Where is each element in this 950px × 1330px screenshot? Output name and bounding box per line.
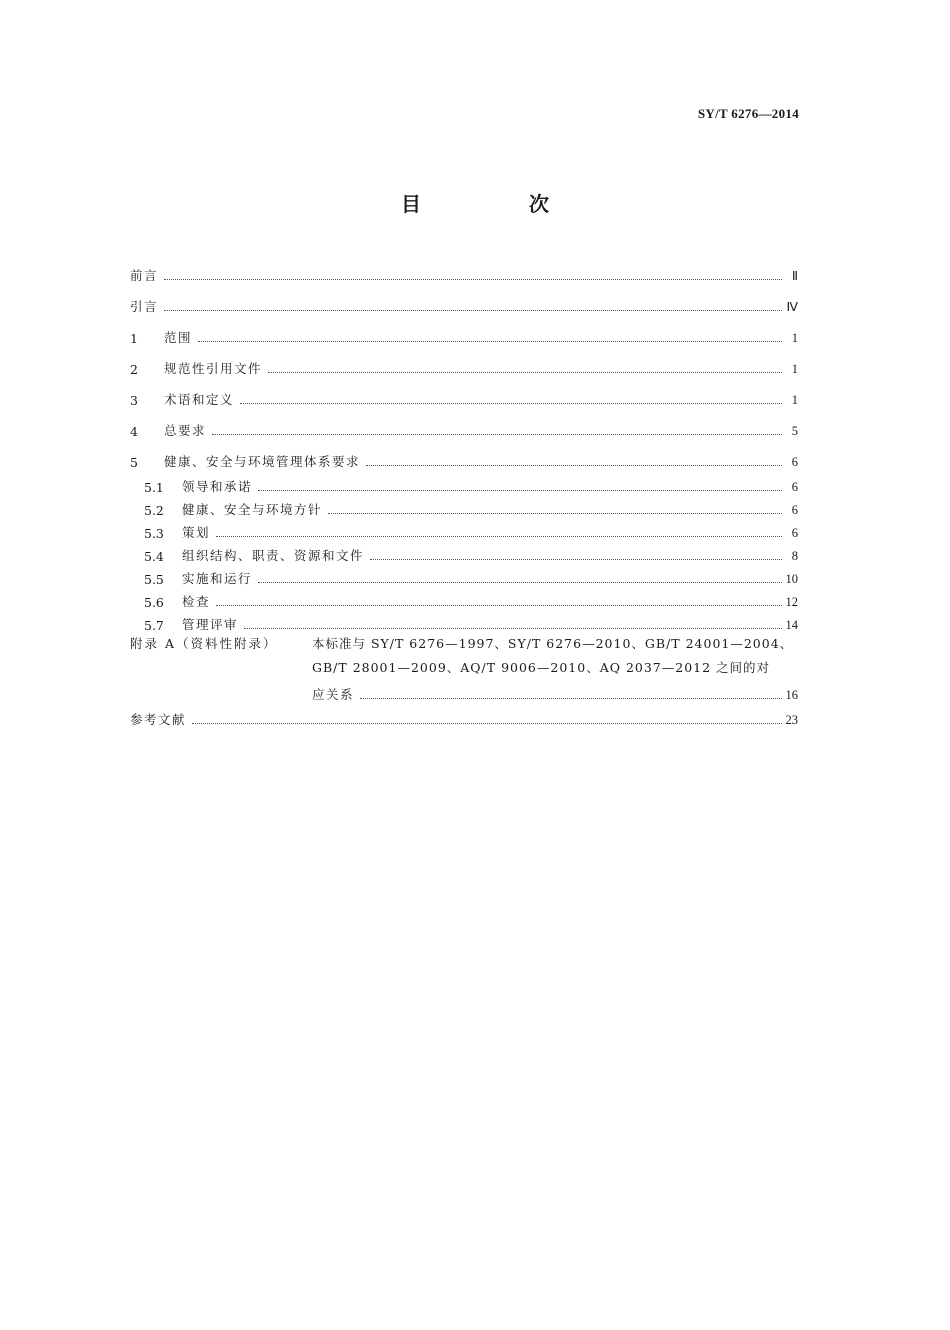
toc-entry-number: 3 [130,393,138,408]
toc-entry-label: 策划 [182,525,211,540]
toc-entry-label: 前言 [130,268,159,283]
dot-leader [360,698,781,699]
toc-entry-foreword[interactable] [130,262,798,284]
toc-entry-references[interactable] [130,706,798,728]
annex-title-line-1: 本标准与 SY/T 6276—1997、SY/T 6276—2010、GB/T 24001—2004、 [312,636,794,651]
annex-prefix: 附录 A（资料性附录） [130,636,278,651]
toc-entry-label: 组织结构、职责、资源和文件 [182,548,365,563]
dot-leader [240,403,782,404]
toc-entry-introduction[interactable] [130,293,798,315]
toc-entry-label: 健康、安全与环境管理体系要求 [164,454,361,469]
dot-leader [164,279,782,280]
toc-entry-label: 参考文献 [130,712,187,727]
dot-leader [268,372,782,373]
toc-entry-5-6[interactable] [144,588,798,610]
toc-entry-5-7[interactable] [144,611,798,633]
toc-entry-2[interactable] [130,355,798,377]
toc-entry-label: 领导和承诺 [182,479,253,494]
toc-entry-label: 检查 [182,594,211,609]
toc-entry-label: 规范性引用文件 [164,361,263,376]
toc-entry-number: 5.7 [144,618,164,633]
dot-leader [192,723,781,724]
toc-entry-page: 16 [785,688,798,702]
toc-entry-number: 5 [130,455,138,470]
toc-entry-page: Ⅳ [786,300,798,314]
dot-leader [258,582,781,583]
toc-entry-number: 1 [130,331,138,346]
toc-entry-label: 实施和运行 [182,571,253,586]
standard-code: SY/T 6276—2014 [697,106,799,121]
toc-entry-label: 术语和定义 [164,392,235,407]
toc-entry-label: 总要求 [164,423,207,438]
toc-entry-page: 23 [785,713,798,727]
toc-entry-3[interactable] [130,386,798,408]
dot-leader [244,628,781,629]
toc-entry-1[interactable] [130,324,798,346]
toc-entry-number: 5.3 [144,526,164,541]
toc-entry-page: 6 [791,526,798,540]
dot-leader [216,536,782,537]
toc-entry-page: 1 [791,393,798,407]
toc-entry-label: 管理评审 [182,617,239,632]
dot-leader [366,465,782,466]
dot-leader [164,310,782,311]
toc-entry-number: 5.5 [144,572,164,587]
toc-entry-label: 范围 [164,330,193,345]
toc-entry-number: 5.1 [144,480,164,495]
toc-entry-label: 引言 [130,299,159,314]
toc-entry-5-5[interactable] [144,565,798,587]
toc-entry-page: 1 [791,362,798,376]
page-title: 目 次 [401,192,593,216]
toc-entry-number: 2 [130,362,138,377]
toc-entry-page: 6 [791,480,798,494]
toc-entry-number: 5.6 [144,595,164,610]
dot-leader [370,559,782,560]
toc-entry-page: Ⅱ [791,269,798,283]
dot-leader [258,490,782,491]
toc-entry-5[interactable] [130,448,798,470]
dot-leader [212,434,782,435]
toc-entry-5-3[interactable] [144,519,798,541]
toc-entry-number: 5.4 [144,549,164,564]
toc-entry-page: 6 [791,455,798,469]
annex-title-line-2: GB/T 28001—2009、AQ/T 9006—2010、AQ 2037—2012 之间的对 [312,660,771,675]
toc-entry-number: 4 [130,424,138,439]
toc-entry-page: 12 [785,595,798,609]
toc-entry-page: 10 [785,572,798,586]
toc-entry-page: 1 [791,331,798,345]
toc-entry-label: 健康、安全与环境方针 [182,502,323,517]
toc-entry-page: 6 [791,503,798,517]
dot-leader [328,513,782,514]
toc-entry-5-4[interactable] [144,542,798,564]
toc-entry-page: 14 [785,618,798,632]
toc-entry-page: 8 [791,549,798,563]
toc-entry-4[interactable] [130,417,798,439]
toc-entry-5-1[interactable] [144,473,798,495]
dot-leader [216,605,781,606]
toc-entry-5-2[interactable] [144,496,798,518]
toc-entry-number: 5.2 [144,503,164,518]
dot-leader [198,341,782,342]
toc-entry-annex-a[interactable] [130,634,798,702]
annex-title-line-3: 应关系 [312,687,355,702]
toc-entry-page: 5 [791,424,798,438]
